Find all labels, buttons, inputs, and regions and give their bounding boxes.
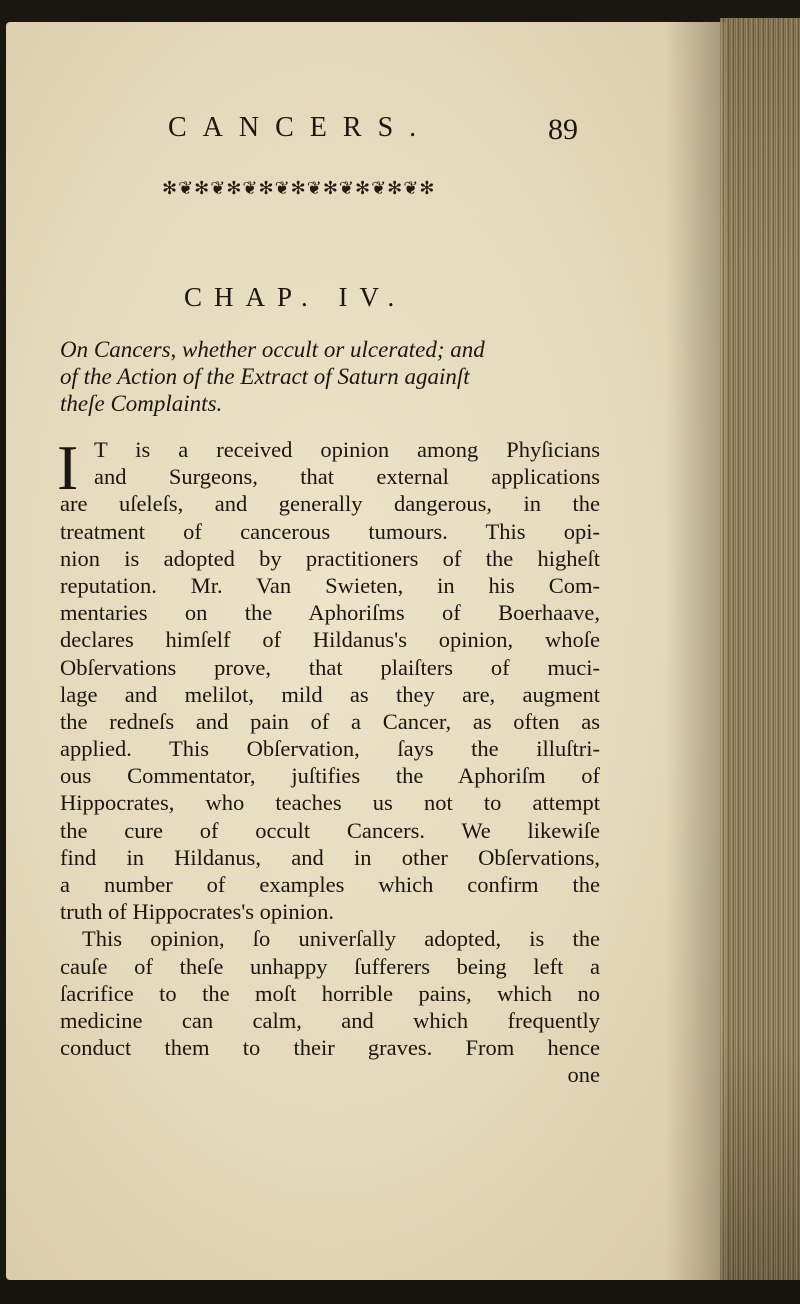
text-line: treatment of cancerous tumours. This opi- bbox=[60, 518, 600, 544]
running-head: CANCERS. bbox=[168, 112, 433, 143]
text-line: are uſeleſs, and generally dangerous, in the bbox=[60, 491, 600, 517]
text-line: Hippocrates, who teaches us not to attempt bbox=[60, 790, 600, 816]
text-line: declares himſelf of Hildanus's opinion, whoſe bbox=[60, 627, 600, 653]
text-line: applied. This Obſervation, ſays the illuſtri- bbox=[60, 736, 600, 762]
text-line: a number of examples which confirm the bbox=[60, 872, 600, 897]
text-line: the cure of occult Cancers. We likewiſe bbox=[60, 817, 600, 843]
chapter-subtitle bbox=[60, 336, 620, 417]
text-line: lage and melilot, mild as they are, augment bbox=[60, 681, 600, 707]
text-line: truth of Hippocrates's opinion. bbox=[60, 899, 335, 925]
text-line: cauſe of theſe unhappy ſufferers being left a bbox=[60, 953, 600, 979]
text-line: ous Commentator, juſtifies the Aphoriſm of bbox=[60, 763, 600, 789]
chapter-heading: CHAP. IV. bbox=[184, 282, 407, 312]
catchword: one bbox=[567, 1062, 600, 1088]
text-line: mentaries on the Aphoriſms of Boerhaave, bbox=[60, 600, 600, 626]
text-line: Obſervations prove, that plaiſters of muci- bbox=[60, 654, 600, 680]
text-line: ſacrifice to the moſt horrible pains, which no bbox=[60, 980, 600, 1006]
text-line: find in Hildanus, and in other Obſervations, bbox=[60, 844, 600, 870]
text-line: This opinion, ſo univerſally adopted, is the bbox=[82, 926, 600, 952]
text-line: nion is adopted by practitioners of the higheſt bbox=[60, 545, 600, 571]
body-text bbox=[60, 436, 600, 1089]
subtitle-line: On Cancers, whether occult or ulcerated; and bbox=[60, 337, 485, 362]
ornament-icon: ✻❦✻❦✻❦✻❦✻❦✻❦✻❦✻❦✻ bbox=[162, 178, 436, 199]
subtitle-line: theſe Complaints. bbox=[60, 391, 223, 416]
page-number: 89 bbox=[548, 113, 578, 146]
text-line: conduct them to their graves. From hence bbox=[60, 1035, 600, 1061]
subtitle-line: of the Action of the Extract of Saturn againſt bbox=[60, 364, 470, 389]
text-line: medicine can calm, and which frequently bbox=[60, 1007, 600, 1033]
page-edges bbox=[720, 18, 800, 1288]
text-line: and Surgeons, that external applications bbox=[94, 464, 600, 490]
drop-cap: I bbox=[57, 432, 79, 503]
text-line: T is a received opinion among Phyſicians bbox=[94, 437, 600, 462]
text-line: reputation. Mr. Van Swieten, in his Com- bbox=[60, 572, 600, 598]
page-bottom-shadow bbox=[0, 1280, 800, 1304]
text-line: the redneſs and pain of a Cancer, as often as bbox=[60, 708, 600, 734]
